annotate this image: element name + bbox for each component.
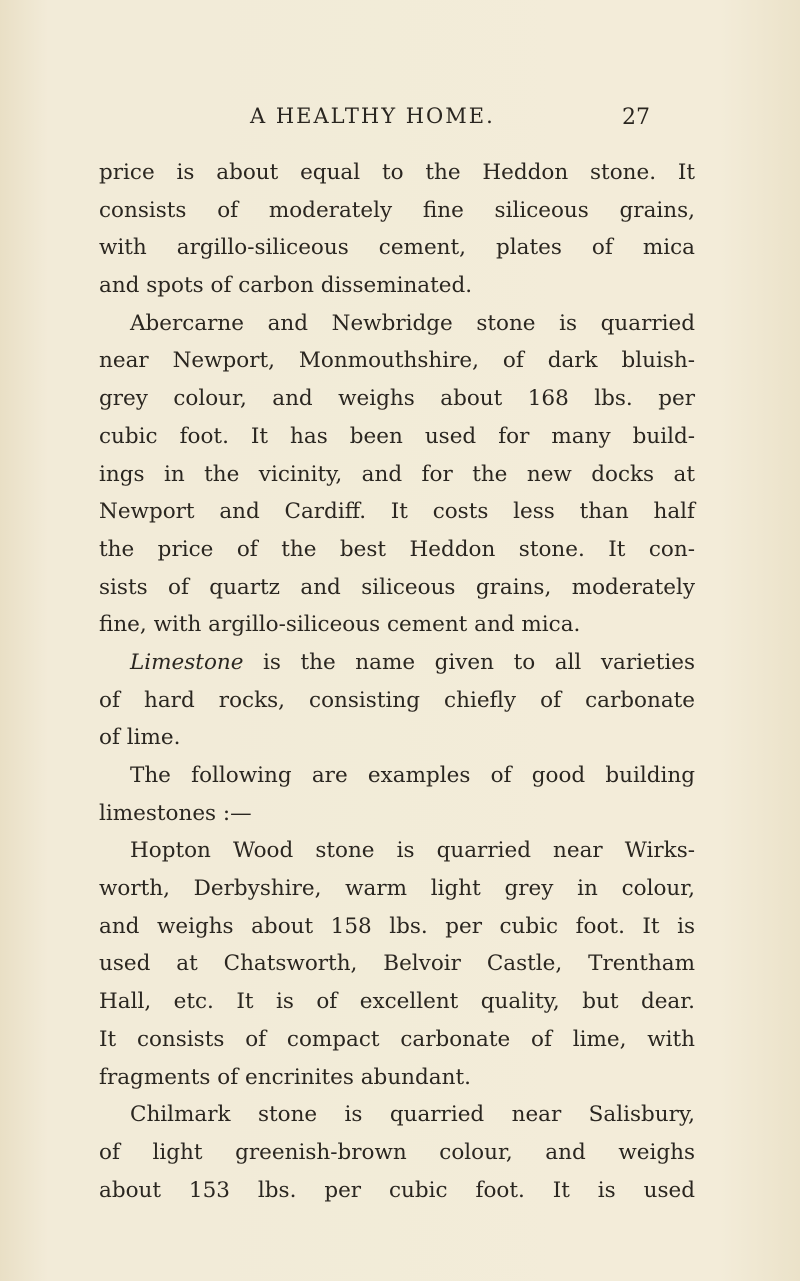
text-line: with argillo-siliceous cement, plates of mica <box>99 235 695 261</box>
text-line: fine, with argillo-siliceous cement and mica. <box>99 612 581 638</box>
text-line: grey colour, and weighs about 168 lbs. per <box>99 386 695 412</box>
running-head <box>0 96 800 136</box>
paragraph-start: The following are examples of good building <box>130 763 695 788</box>
text-line: worth, Derbyshire, warm light grey in colour, <box>99 876 695 902</box>
running-title: A HEALTHY HOME. <box>250 104 495 128</box>
body-text <box>99 154 695 1209</box>
text-line: Hall, etc. It is of excellent quality, but dear. <box>99 989 695 1015</box>
text-line: consists of moderately fine siliceous grains, <box>99 197 695 223</box>
text-line: cubic foot. It has been used for many build- <box>99 423 695 449</box>
paragraph-start: Hopton Wood stone is quarried near Wirks- <box>130 838 695 864</box>
text-line: fragments of encrinites abundant. <box>99 1064 471 1090</box>
text-run: is the name given to all varieties <box>263 649 695 675</box>
text-line: Newport and Cardiff. It costs less than half <box>99 499 695 525</box>
limestone-term: Limestone <box>130 649 244 675</box>
text-line: price is about equal to the Heddon stone. It <box>99 160 695 185</box>
text-line: and weighs about 158 lbs. per cubic foot. It is <box>99 913 695 939</box>
text-line: of light greenish-brown colour, and weighs <box>99 1139 695 1165</box>
text-line: about 153 lbs. per cubic foot. It is used <box>99 1177 695 1203</box>
text-line: the price of the best Heddon stone. It con- <box>99 536 695 562</box>
text-line: ings in the vicinity, and for the new docks at <box>99 461 695 487</box>
text-line: near Newport, Monmouthshire, of dark bluish- <box>99 348 695 374</box>
paragraph-start: Abercarne and Newbridge stone is quarried <box>130 310 695 336</box>
text-line: sists of quartz and siliceous grains, moderately <box>99 574 695 600</box>
text-line: of lime. <box>99 725 181 751</box>
text-line: limestones :— <box>99 800 252 826</box>
text-line: of hard rocks, consisting chiefly of carbonate <box>99 687 695 713</box>
paragraph-start <box>99 644 695 682</box>
text-line: It consists of compact carbonate of lime, with <box>99 1026 695 1052</box>
text-line: and spots of carbon disseminated. <box>99 273 473 299</box>
text-line: used at Chatsworth, Belvoir Castle, Trentham <box>99 951 695 977</box>
page-number: 27 <box>622 105 650 130</box>
paragraph-start: Chilmark stone is quarried near Salisbury, <box>130 1102 695 1128</box>
